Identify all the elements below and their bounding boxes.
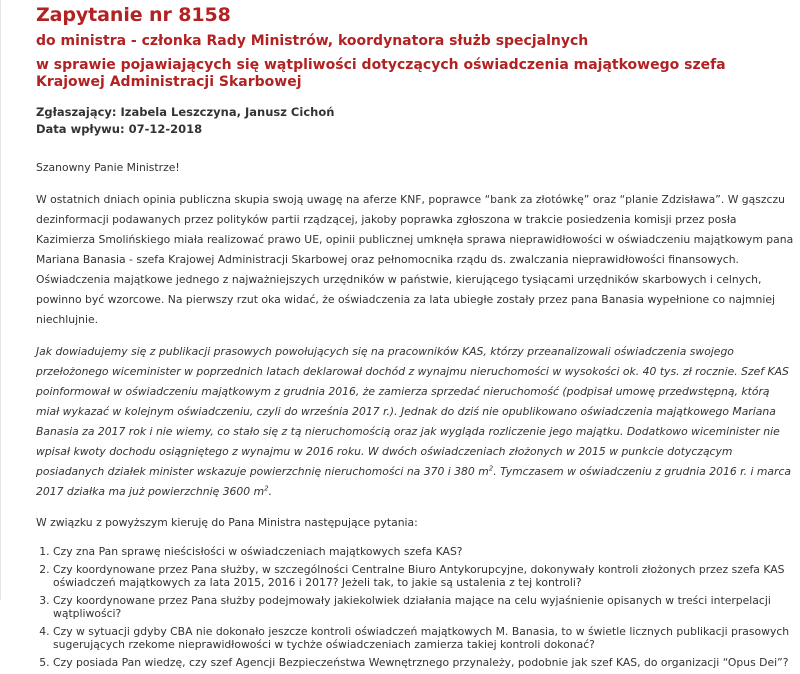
question-item: 1. Czy zna Pan sprawę nieścisłości w oświadczeniach majątkowych szefa KAS? (53, 545, 794, 558)
paragraph-2-text-a: Jak dowiadujemy się z publikacji prasowych powołujących się na pracowników KAS, którzy przeanalizowali oświadczenia swojego przełożonego wiceminister w poprzednich latach deklarował dochód z wynajmu nieruchomości w wysokości ok. 40 tys. zł rocznie. Szef KAS poinformował w oświadczeniu majątkowym z grudnia 2016, że zamierza sprzedać nieruchomość (podpisał umowę przedwstępną, którą miał wykazać w kolejnym oświadczeniu, czyli do września 2017 r.). Jednak do dziś nie opublikowano oświadczenia majątkowego Mariana Banasia za 2017 rok i nie wiemy, co stało się z tą nieruchomością oraz jak wygląda rozliczenie jego majątku. Dodatkowo wiceminister nie wpisał kwoty dochodu osiągniętego z wynajmu w 2016 roku. W dwóch oświadczeniach złożonych w 2015 w punkcie dotyczącym posiadanych działek minister wskazuje powierzchnię nieruchomości na 370 i 380 m (36, 344, 789, 478)
paragraph-2-text-b: . Tymczasem w oświadczeniu z grudnia 2016 r. i marca 2017 działka ma już powierzchnię 3600 m (36, 464, 791, 498)
subject-heading: w sprawie pojawiających się wątpliwości dotyczących oświadczenia majątkowego szefa Krajowej Administracji Skarbowej (36, 56, 726, 90)
addressee-heading: do ministra - członka Rady Ministrów, koordynatora służb specjalnych (36, 33, 589, 49)
date-line: Data wpływu: 07-12-2018 (36, 121, 203, 136)
question-item: 3. Czy koordynowane przez Pana służby podejmowały jakiekolwiek działania mające na celu wyjaśnienie opisanych w treści interpelacji wątpliwości? (53, 594, 794, 620)
submitters-line: Zgłaszający: Izabela Leszczyna, Janusz Cichoń (36, 104, 335, 119)
questions-list (36, 545, 794, 669)
question-item: 5. Czy posiada Pan wiedzę, czy szef Agencji Bezpieczeństwa Wewnętrznego przynależy, podobnie jak szef KAS, do organizacji “Opus Dei”? (53, 656, 794, 669)
left-border (0, 0, 1, 600)
greeting: Szanowny Panie Ministrze! (36, 160, 180, 174)
paragraph-2 (36, 342, 794, 502)
superscript-1: 2 (488, 463, 494, 472)
interpellation-document (36, 0, 794, 674)
page-title: Zapytanie nr 8158 (36, 4, 231, 26)
paragraph-1: W ostatnich dniach opinia publiczna skupia swoją uwagę na aferze KNF, poprawce “bank za złotówkę” oraz “planie Zdzisława”. W gąszczu dezinformacji podawanych przez polityków partii rządzącej, jakoby poprawka zgłoszona w trakcie posiedzenia komisji przez posła Kazimierza Smolińskiego miała realizować prawo UE, opinii publicznej umknęła sprawa nieprawidłowości w oświadczeniu majątkowym pana Mariana Banasia - szefa Krajowej Administracji Skarbowej oraz pełnomocnika rządu ds. zwalczania nieprawidłowości finansowych. Oświadczenia majątkowe jednego z najważniejszych urzędników w państwie, kierującego tysiącami urzędników skarbowych i celnych, powinno być wzorcowe. Na pierwszy rzut oka widać, że oświadczenia za lata ubiegłe zostały przez pana Banasia wypełnione co najmniej niechlujnie. (36, 192, 794, 326)
superscript-2: 2 (264, 483, 269, 492)
metadata-block (36, 104, 794, 138)
question-item: 2. Czy koordynowane przez Pana służby, w szczególności Centralne Biuro Antykorupcyjne, dokonywały kontroli złożonych przez szefa KAS oświadczeń majątkowych za lata 2015, 2016 i 2017? Jeżeli tak, to jakie są ustalenia z tej kontroli? (53, 563, 794, 589)
question-item: 4. Czy w sytuacji gdyby CBA nie dokonało jeszcze kontroli oświadczeń majątkowych M. Banasia, to w świetle licznych publikacji prasowych sugerujących rzekome nieprawidłowości w tychże oświadczeniach zamierza takiej kontroli dokonać? (53, 625, 794, 651)
paragraph-2-text-c: . (268, 484, 273, 498)
paragraph-3: W związku z powyższym kieruję do Pana Ministra następujące pytania: (36, 515, 418, 529)
